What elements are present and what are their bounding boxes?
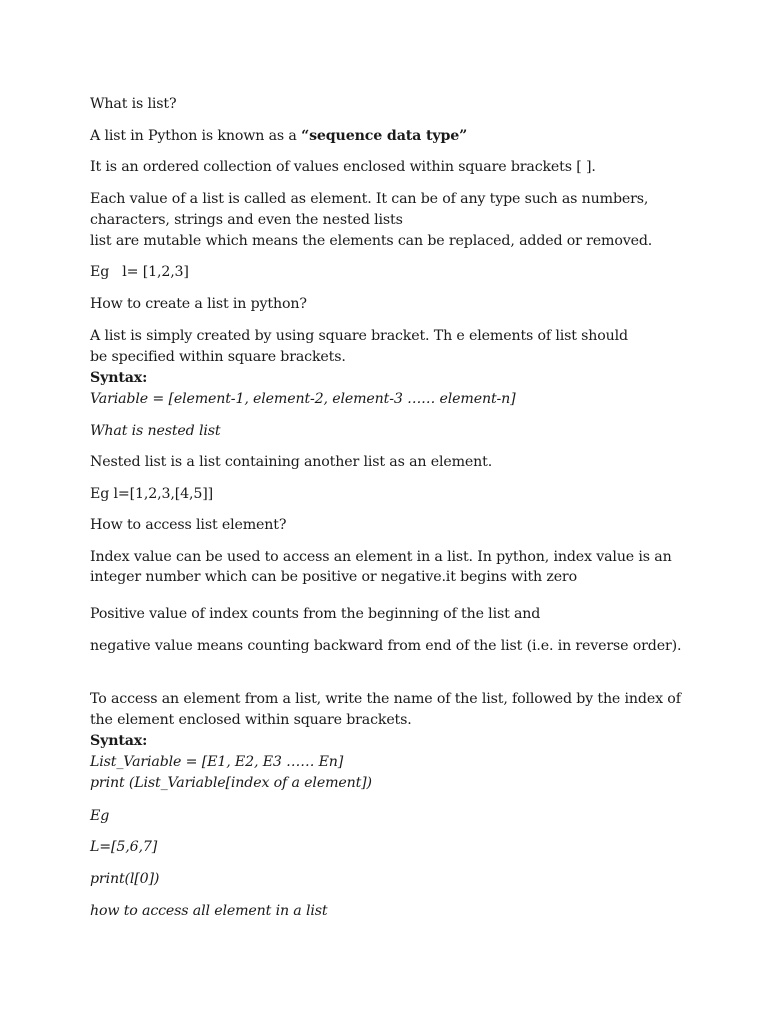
- paragraph-list-definition-text: A list in Python is known as a: [90, 128, 302, 144]
- example-simple-list: Eg l= [1,2,3]: [90, 264, 189, 280]
- heading-create-list: How to create a list in python?: [90, 296, 307, 312]
- paragraph-access-line-1: To access an element from a list, write the name of the list, followed by the index of: [90, 691, 681, 707]
- paragraph-ordered-collection: It is an ordered collection of values enclosed within square brackets [ ].: [90, 159, 596, 175]
- heading-nested-list: What is nested list: [90, 423, 221, 439]
- sequence-data-type-term: “sequence data type”: [301, 128, 468, 144]
- heading-access-all: how to access all element in a list: [90, 903, 328, 919]
- paragraph-element-line-3: list are mutable which means the elements can be replaced, added or removed.: [90, 233, 653, 249]
- paragraph-create-line-1: A list is simply created by using square bracket. Th e elements of list should: [90, 328, 628, 344]
- paragraph-index-line-1: Index value can be used to access an element in a list. In python, index value is an: [90, 549, 672, 565]
- paragraph-access-line-2: the element enclosed within square brackets.: [90, 712, 412, 728]
- paragraph-nested-list: Nested list is a list containing another list as an element.: [90, 454, 493, 470]
- syntax-label-access: Syntax:: [90, 733, 148, 749]
- heading-access-element: How to access list element?: [90, 517, 287, 533]
- paragraph-element-line-1: Each value of a list is called as element. It can be of any type such as numbers,: [90, 191, 649, 207]
- paragraph-list-definition: [90, 126, 467, 146]
- example-code-list: L=[5,6,7]: [90, 839, 158, 855]
- paragraph-positive-index: Positive value of index counts from the beginning of the list and: [90, 606, 541, 622]
- paragraph-create-line-2: be specified within square brackets.: [90, 349, 346, 365]
- example-label: Eg: [90, 808, 110, 824]
- paragraph-index-line-2: integer number which can be positive or negative.it begins with zero: [90, 569, 577, 585]
- syntax-code-access-1: List_Variable = [E1, E2, E3 …… En]: [90, 754, 344, 770]
- paragraph-negative-index: negative value means counting backward from end of the list (i.e. in reverse order).: [90, 638, 682, 654]
- heading-what-is-list: What is list?: [90, 96, 177, 112]
- syntax-code-create: Variable = [element-1, element-2, element-3 …… element-n]: [90, 391, 516, 407]
- example-code-print: print(l[0]): [90, 871, 160, 887]
- syntax-label: Syntax:: [90, 370, 148, 386]
- syntax-code-access-2: print (List_Variable[index of a element]): [90, 775, 372, 791]
- example-nested-list: Eg l=[1,2,3,[4,5]]: [90, 486, 213, 502]
- paragraph-element-line-2: characters, strings and even the nested lists: [90, 212, 403, 228]
